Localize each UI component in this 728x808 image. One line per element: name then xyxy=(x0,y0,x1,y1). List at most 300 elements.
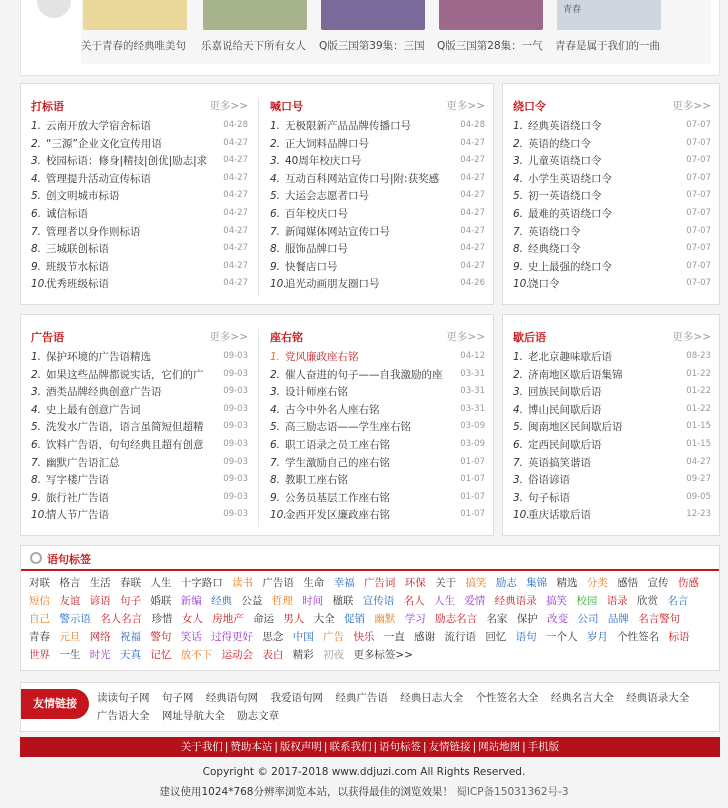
list-item[interactable] xyxy=(270,436,485,454)
list-item[interactable] xyxy=(270,223,485,241)
list-item[interactable] xyxy=(270,418,485,436)
list-item[interactable] xyxy=(270,258,485,276)
item-title[interactable]: 无极限新产品品牌传播口号 xyxy=(285,120,411,132)
tag-link[interactable]: 个性签名 xyxy=(617,631,660,643)
tag-link[interactable]: 语句 xyxy=(515,631,537,643)
item-date: 09-03 xyxy=(223,368,248,379)
item-title[interactable]: 儿童英语绕口令 xyxy=(528,155,602,168)
footer-nav-link[interactable]: 联系我们 xyxy=(329,741,372,753)
list-item[interactable] xyxy=(31,418,248,436)
tag-link[interactable]: 校园 xyxy=(576,595,598,607)
more-link[interactable]: 更多>> xyxy=(209,331,248,343)
item-title[interactable]: 催人奋进的句子——自我激励的座 xyxy=(285,368,443,381)
tag-link[interactable]: 生命 xyxy=(303,577,325,589)
list-item[interactable] xyxy=(31,152,248,170)
item-title[interactable]: 快餐店口号 xyxy=(285,260,338,273)
item-title[interactable]: 互动百科网站宣传口号|附:获奖感 xyxy=(285,172,440,185)
item-title[interactable]: 保护环境的广告语精选 xyxy=(46,351,151,363)
list-item[interactable] xyxy=(513,471,711,489)
carousel-thumbnail-image[interactable] xyxy=(203,0,307,30)
list-item[interactable] xyxy=(31,117,248,135)
list-item[interactable] xyxy=(513,383,711,401)
friend-link[interactable]: 句子网 xyxy=(161,692,194,704)
footer-nav-link[interactable]: 网站地图 xyxy=(478,741,521,753)
item-title[interactable]: 古今中外名人座右铭 xyxy=(285,403,380,416)
item-title[interactable]: 经典绕口令 xyxy=(528,243,581,256)
item-date: 01-07 xyxy=(460,491,485,502)
tag-link[interactable]: 男人 xyxy=(283,613,305,625)
tag-link[interactable]: 名言 xyxy=(667,595,689,607)
tag-link[interactable]: 生活 xyxy=(89,577,111,589)
friend-link[interactable]: 经典广告语 xyxy=(335,692,388,704)
list-item[interactable] xyxy=(31,348,248,366)
tag-link[interactable]: 爱情 xyxy=(464,595,486,607)
item-title[interactable]: 句子标语 xyxy=(528,491,570,504)
item-date: 04-27 xyxy=(223,243,248,254)
item-title[interactable]: 三城联创标语 xyxy=(46,243,109,256)
more-link[interactable]: 更多>> xyxy=(446,331,485,343)
friend-link[interactable]: 广告语大全 xyxy=(97,710,150,722)
footer-nav-link[interactable]: 手机版 xyxy=(527,741,560,753)
tag-link[interactable]: 天真 xyxy=(120,649,142,661)
list-item[interactable] xyxy=(513,223,711,241)
list-item[interactable] xyxy=(513,187,711,205)
item-title[interactable]: 公务员基层工作座右铭 xyxy=(285,491,390,504)
category-column xyxy=(260,315,495,535)
list-item[interactable] xyxy=(513,366,711,384)
item-title[interactable]: 史上最强的绕口令 xyxy=(528,260,612,273)
tag-link[interactable]: 新编 xyxy=(180,595,202,607)
item-title[interactable]: 学生激励自己的座右铭 xyxy=(285,456,390,469)
list-item[interactable] xyxy=(513,348,711,366)
friend-link[interactable]: 我爱语句网 xyxy=(270,692,324,704)
tag-link[interactable]: 经典 xyxy=(211,595,233,607)
tag-link[interactable]: 名家 xyxy=(486,613,508,625)
item-date: 04-28 xyxy=(460,120,485,130)
item-title[interactable]: 服饰品牌口号 xyxy=(285,243,348,256)
list-item[interactable] xyxy=(270,489,485,507)
tag-link[interactable]: 读书 xyxy=(232,577,254,589)
item-title[interactable]: 旅行社广告语 xyxy=(46,491,109,504)
item-title[interactable]: 小学生英语绕口令 xyxy=(528,172,612,185)
item-title[interactable]: 职工语录之员工座右铭 xyxy=(285,438,390,451)
item-date: 04-27 xyxy=(460,260,485,271)
item-title[interactable]: 金西开发区廉政座右铭 xyxy=(285,509,390,522)
list-item[interactable] xyxy=(270,135,485,153)
list-item[interactable] xyxy=(31,135,248,153)
list-item[interactable] xyxy=(31,170,248,188)
list-item[interactable] xyxy=(270,117,485,135)
list-item[interactable] xyxy=(270,471,485,489)
tag-link[interactable]: 时间 xyxy=(302,595,324,607)
item-title[interactable]: 高三励志语——学生座右铭 xyxy=(285,421,411,434)
item-title[interactable]: 定西民间歇后语 xyxy=(528,438,602,451)
list-item[interactable] xyxy=(270,348,485,366)
item-number: 5. xyxy=(513,190,524,203)
tag-link[interactable]: 人生 xyxy=(433,595,455,607)
item-title[interactable]: 幽默广告语汇总 xyxy=(46,456,120,469)
tag-link[interactable]: 大全 xyxy=(313,613,335,625)
item-number: 3. xyxy=(31,386,42,399)
more-link[interactable]: 更多>> xyxy=(446,100,485,112)
list-item[interactable] xyxy=(513,275,711,293)
category-title[interactable]: 歇后语 xyxy=(513,331,546,344)
tag-link[interactable]: 公益 xyxy=(241,595,263,607)
item-title[interactable]: 初一英语绕口令 xyxy=(528,190,602,203)
tag-link[interactable]: 保护 xyxy=(516,613,538,625)
tag-link[interactable]: 警句 xyxy=(150,631,172,643)
item-date: 01-07 xyxy=(460,456,485,467)
category-list xyxy=(513,117,711,293)
tag-link[interactable]: 珍惜 xyxy=(151,613,173,625)
tag-link[interactable]: 幸福 xyxy=(333,577,355,589)
category-title[interactable]: 喊口号 xyxy=(270,100,303,113)
tag-link[interactable]: 哲理 xyxy=(271,595,293,607)
tag-link[interactable]: 名人名言 xyxy=(100,613,143,625)
item-title[interactable]: 最难的英语绕口令 xyxy=(528,207,612,220)
item-date: 08-23 xyxy=(686,351,711,361)
item-number: 6. xyxy=(270,207,281,220)
tag-link[interactable]: 宣传语 xyxy=(362,595,395,607)
tag-link[interactable]: 幽默 xyxy=(374,613,396,625)
tag-link[interactable]: 一个人 xyxy=(546,631,578,643)
tag-link[interactable]: 广告语 xyxy=(262,577,294,589)
tag-link[interactable]: 精选 xyxy=(556,577,578,589)
list-item[interactable] xyxy=(31,471,248,489)
carousel-item[interactable] xyxy=(201,0,309,52)
tag-link[interactable]: 笑话 xyxy=(180,631,202,643)
tag-link[interactable]: 人生 xyxy=(150,577,172,589)
list-item[interactable] xyxy=(31,187,248,205)
list-item[interactable] xyxy=(513,170,711,188)
more-link[interactable]: 更多>> xyxy=(672,331,711,343)
tag-link[interactable]: 楹联 xyxy=(332,595,354,607)
item-title[interactable]: 校园标语：修身|精技|创优|励志|求 xyxy=(46,155,208,168)
list-item[interactable] xyxy=(270,170,485,188)
tag-link[interactable]: 自己 xyxy=(29,613,50,625)
tag-link[interactable]: 思念 xyxy=(262,631,284,643)
friend-link[interactable]: 经典语句网 xyxy=(205,692,259,704)
list-item[interactable] xyxy=(31,401,248,419)
list-item[interactable] xyxy=(513,135,711,153)
carousel-caption[interactable]: 乐嘉说给天下所有女人 xyxy=(201,40,306,52)
list-item[interactable] xyxy=(513,117,711,135)
item-title[interactable]: 新闻媒体网站宣传口号 xyxy=(285,225,390,238)
category-header xyxy=(31,329,248,345)
list-item[interactable] xyxy=(270,383,485,401)
tag-link[interactable]: 元旦 xyxy=(59,631,81,643)
item-date: 04-27 xyxy=(223,137,248,148)
item-title[interactable]: 如果这些品牌都说实话，它们的广 xyxy=(46,368,204,381)
item-number: 1. xyxy=(270,351,281,363)
friend-links-section xyxy=(20,682,720,732)
friend-link[interactable]: 励志文章 xyxy=(237,710,280,722)
category-row-1 xyxy=(20,83,494,305)
tag-link[interactable]: 流行语 xyxy=(444,631,476,643)
list-item[interactable] xyxy=(31,275,248,293)
tag-link[interactable]: 春联 xyxy=(120,577,142,589)
tag-link[interactable]: 句子 xyxy=(120,595,142,607)
tag-link[interactable]: 格言 xyxy=(59,577,81,589)
tag-link[interactable]: 表白 xyxy=(262,649,284,661)
tag-link[interactable]: 警示语 xyxy=(59,613,91,625)
item-title[interactable]: 管理提升活动宣传标语 xyxy=(46,172,151,185)
tag-link[interactable]: 感谢 xyxy=(414,631,436,643)
list-item[interactable] xyxy=(31,506,248,524)
tag-link[interactable]: 祝福 xyxy=(120,631,142,643)
list-item[interactable] xyxy=(513,489,711,507)
tag-link[interactable]: 快乐 xyxy=(353,631,375,643)
tag-link[interactable]: 广告 xyxy=(323,631,345,643)
item-title[interactable]: 饶口令 xyxy=(528,278,560,291)
tag-link[interactable]: 短信 xyxy=(29,595,50,607)
tag-link[interactable]: 搞笑 xyxy=(546,595,567,607)
item-title[interactable]: 老北京趣味歇后语 xyxy=(528,351,612,363)
footer-nav-separator: | xyxy=(472,741,477,753)
category-column xyxy=(260,84,495,304)
list-item[interactable] xyxy=(270,275,485,293)
category-title[interactable]: 绕口令 xyxy=(513,100,546,113)
list-item[interactable] xyxy=(31,489,248,507)
carousel-prev-arrow[interactable] xyxy=(37,0,71,18)
tag-link[interactable]: 命运 xyxy=(253,613,275,625)
item-date: 09-03 xyxy=(223,491,248,502)
tag-link[interactable]: 友谊 xyxy=(59,595,81,607)
tag-link[interactable]: 搞笑 xyxy=(465,577,487,589)
footer-nav-link[interactable]: 版权声明 xyxy=(279,741,322,753)
item-title[interactable]: 管理者以身作则标语 xyxy=(46,225,141,238)
tag-link[interactable]: 广告词 xyxy=(363,577,396,589)
tags-header xyxy=(21,546,719,571)
list-item[interactable] xyxy=(513,205,711,223)
item-date: 04-27 xyxy=(460,155,485,166)
list-item[interactable] xyxy=(31,223,248,241)
item-date: 09-03 xyxy=(223,403,248,414)
item-title[interactable]: 俗语谚语 xyxy=(528,474,570,487)
item-date: 09-03 xyxy=(223,386,248,397)
item-number: 8. xyxy=(270,243,281,256)
carousel-caption[interactable]: Q版三国第28集：一气 xyxy=(437,40,543,52)
tag-link[interactable]: 精彩 xyxy=(292,649,314,661)
list-item[interactable] xyxy=(513,258,711,276)
item-title[interactable]: 回族民间歇后语 xyxy=(528,386,602,399)
item-number: 4. xyxy=(513,172,524,185)
tag-link[interactable]: 励志名言 xyxy=(435,613,478,625)
list-item[interactable] xyxy=(513,506,711,524)
carousel-thumbnail-image[interactable] xyxy=(83,0,187,30)
carousel-thumbnail-image[interactable] xyxy=(321,0,425,30)
footer-nav-link[interactable]: 语句标签 xyxy=(379,741,422,753)
more-link[interactable]: 更多>> xyxy=(209,100,248,112)
footer-nav-link[interactable]: 赞助本站 xyxy=(230,741,273,753)
list-item[interactable] xyxy=(513,401,711,419)
item-title[interactable]: 40周年校庆口号 xyxy=(285,155,362,168)
item-number: 4. xyxy=(270,403,281,416)
item-title[interactable]: 酒类品牌经典创意广告语 xyxy=(46,386,162,399)
category-title[interactable]: 打标语 xyxy=(31,100,64,113)
tag-link[interactable]: 岁月 xyxy=(586,631,608,643)
list-item[interactable] xyxy=(31,454,248,472)
tag-link[interactable]: 经典语录 xyxy=(494,595,537,607)
tag-link[interactable]: 公司 xyxy=(577,613,599,625)
item-title[interactable]: 追光动画朋友圈口号 xyxy=(285,278,380,291)
item-number: 3. xyxy=(513,386,524,399)
item-title[interactable]: 创文明城市标语 xyxy=(46,190,120,203)
carousel-thumbnail-image[interactable] xyxy=(557,0,661,30)
item-title[interactable]: 班级节水标语 xyxy=(46,260,109,273)
list-item[interactable] xyxy=(270,506,485,524)
item-title[interactable]: 重庆话歇后语 xyxy=(528,509,591,522)
item-title[interactable]: 情人节广告语 xyxy=(46,509,109,522)
tag-link[interactable]: 励志 xyxy=(495,577,517,589)
tag-link[interactable]: 时光 xyxy=(89,649,111,661)
carousel-item[interactable] xyxy=(437,0,545,52)
tag-link[interactable]: 女人 xyxy=(181,613,203,625)
list-item[interactable] xyxy=(270,205,485,223)
item-number: 9. xyxy=(31,260,42,273)
tag-link[interactable]: 婚联 xyxy=(150,595,172,607)
friend-links-badge: 友情链接 xyxy=(21,689,89,719)
friend-link[interactable]: 读读句子网 xyxy=(97,692,150,704)
tag-link[interactable]: 房地产 xyxy=(212,613,244,625)
tag-link[interactable]: 青春 xyxy=(29,631,50,643)
tag-link[interactable]: 世界 xyxy=(29,649,50,661)
footer-nav-link[interactable]: 关于我们 xyxy=(180,741,223,753)
tag-link[interactable]: 集锦 xyxy=(526,577,548,589)
item-title[interactable]: 设计师座右铭 xyxy=(285,386,348,399)
category-row-1-right xyxy=(502,83,720,305)
list-item[interactable] xyxy=(513,454,711,472)
tag-link[interactable]: 感悟 xyxy=(617,577,639,589)
tag-link[interactable]: 一生 xyxy=(59,649,81,661)
list-item[interactable] xyxy=(513,240,711,258)
item-title[interactable]: 闽南地区民间歇后语 xyxy=(528,421,623,434)
tag-link[interactable]: 中国 xyxy=(292,631,314,643)
item-number: 2. xyxy=(270,368,281,381)
tag-link[interactable]: 语录 xyxy=(606,595,628,607)
category-title[interactable]: 广告语 xyxy=(31,331,64,344)
item-title[interactable]: 英语绕口令 xyxy=(528,225,581,238)
tag-link[interactable]: 促销 xyxy=(344,613,366,625)
list-item[interactable] xyxy=(513,152,711,170)
tag-link[interactable]: 回忆 xyxy=(485,631,507,643)
tag-link[interactable]: 谚语 xyxy=(89,595,111,607)
tag-link[interactable]: 过得更好 xyxy=(211,631,254,643)
list-item[interactable] xyxy=(270,366,485,384)
tag-link[interactable]: 记忆 xyxy=(150,649,172,661)
tag-link[interactable]: 一直 xyxy=(383,631,405,643)
item-title[interactable]: 正大饲料品牌口号 xyxy=(285,137,369,150)
carousel-caption[interactable]: Q版三国第39集：三国 xyxy=(319,40,425,52)
list-item[interactable] xyxy=(270,240,485,258)
tag-link[interactable]: 宣传 xyxy=(647,577,669,589)
list-item[interactable] xyxy=(31,240,248,258)
item-title[interactable]: 写字楼广告语 xyxy=(46,474,109,487)
list-item[interactable] xyxy=(31,205,248,223)
list-item[interactable] xyxy=(270,152,485,170)
tag-link[interactable]: 运动会 xyxy=(221,649,254,661)
carousel-item[interactable] xyxy=(319,0,427,52)
list-item[interactable] xyxy=(270,401,485,419)
item-title[interactable]: 英语的绕口令 xyxy=(528,137,591,150)
tag-link[interactable]: 环保 xyxy=(404,577,426,589)
tag-link[interactable]: 改变 xyxy=(547,613,569,625)
list-item[interactable] xyxy=(31,366,248,384)
icp-link[interactable]: 蜀ICP备15031362号-3 xyxy=(456,786,569,798)
item-title[interactable]: 洗发水广告语，语言虽简短但超精 xyxy=(46,421,204,434)
carousel-caption[interactable]: 关于青春的经典唯美句 xyxy=(81,40,186,52)
friend-link[interactable]: 网址导航大全 xyxy=(161,710,225,722)
item-title[interactable]: 博山民间歇后语 xyxy=(528,403,602,416)
item-title[interactable]: “三源”企业文化宣传用语 xyxy=(46,137,162,150)
tag-link[interactable]: 更多标签>> xyxy=(353,649,414,661)
item-number: 9. xyxy=(513,260,524,273)
tag-link[interactable]: 品牌 xyxy=(607,613,629,625)
item-title[interactable]: 诚信标语 xyxy=(46,207,88,220)
tag-link[interactable]: 初夜 xyxy=(323,649,345,661)
item-title[interactable]: 济南地区歇后语集锦 xyxy=(528,368,623,381)
item-title[interactable]: 教职工座右铭 xyxy=(285,474,348,487)
carousel-item[interactable] xyxy=(555,0,663,52)
tag-link[interactable]: 十字路口 xyxy=(180,577,223,589)
tag-link[interactable]: 关于 xyxy=(435,577,457,589)
carousel-caption[interactable]: 青春是属于我们的一曲 xyxy=(555,40,660,52)
item-date: 09-03 xyxy=(223,438,248,449)
item-number: 3. xyxy=(270,155,281,168)
item-date: 03-09 xyxy=(460,421,485,432)
list-item[interactable] xyxy=(31,383,248,401)
tag-link[interactable]: 欣赏 xyxy=(637,595,659,607)
item-number: 7. xyxy=(513,456,524,469)
friend-link[interactable]: 经典日志大全 xyxy=(400,692,464,704)
category-title[interactable]: 座右铭 xyxy=(270,331,303,344)
item-title[interactable]: 优秀班级标语 xyxy=(46,278,109,291)
list-item[interactable] xyxy=(513,418,711,436)
item-title[interactable]: 经典英语绕口令 xyxy=(528,120,602,132)
tag-link[interactable]: 名言警句 xyxy=(638,613,681,625)
carousel-thumbnail-image[interactable] xyxy=(439,0,543,30)
item-date: 04-26 xyxy=(460,278,485,289)
list-item[interactable] xyxy=(270,454,485,472)
friend-link[interactable]: 经典语录大全 xyxy=(626,692,690,704)
item-title[interactable]: 云南开放大学宿舍标语 xyxy=(46,120,151,132)
item-number: 7. xyxy=(513,225,524,238)
tag-link[interactable]: 分类 xyxy=(586,577,608,589)
tag-link[interactable]: 对联 xyxy=(29,577,50,589)
list-item[interactable] xyxy=(31,258,248,276)
carousel-item[interactable] xyxy=(81,0,189,52)
item-title[interactable]: 党风廉政座右铭 xyxy=(285,351,359,363)
tag-link[interactable]: 名人 xyxy=(403,595,425,607)
more-link[interactable]: 更多>> xyxy=(672,100,711,112)
tag-link[interactable]: 伤感 xyxy=(677,577,699,589)
tag-link[interactable]: 放不下 xyxy=(180,649,213,661)
friend-link[interactable]: 个性签名大全 xyxy=(475,692,539,704)
item-title[interactable]: 英语搞笑谐语 xyxy=(528,456,591,469)
item-title[interactable]: 百年校庆口号 xyxy=(285,207,348,220)
list-item[interactable] xyxy=(513,436,711,454)
item-title[interactable]: 史上最有创意广告词 xyxy=(46,403,141,416)
friend-link[interactable]: 经典名言大全 xyxy=(550,692,614,704)
item-title[interactable]: 饮料广告语，句句经典且超有创意 xyxy=(46,438,204,451)
list-item[interactable] xyxy=(31,436,248,454)
tag-link[interactable]: 网络 xyxy=(89,631,111,643)
tag-link[interactable]: 学习 xyxy=(404,613,426,625)
tag-link[interactable]: 标语 xyxy=(668,631,690,643)
list-item[interactable] xyxy=(270,187,485,205)
item-title[interactable]: 大运会志愿者口号 xyxy=(285,190,369,203)
footer-nav-link[interactable]: 友情链接 xyxy=(428,741,471,753)
